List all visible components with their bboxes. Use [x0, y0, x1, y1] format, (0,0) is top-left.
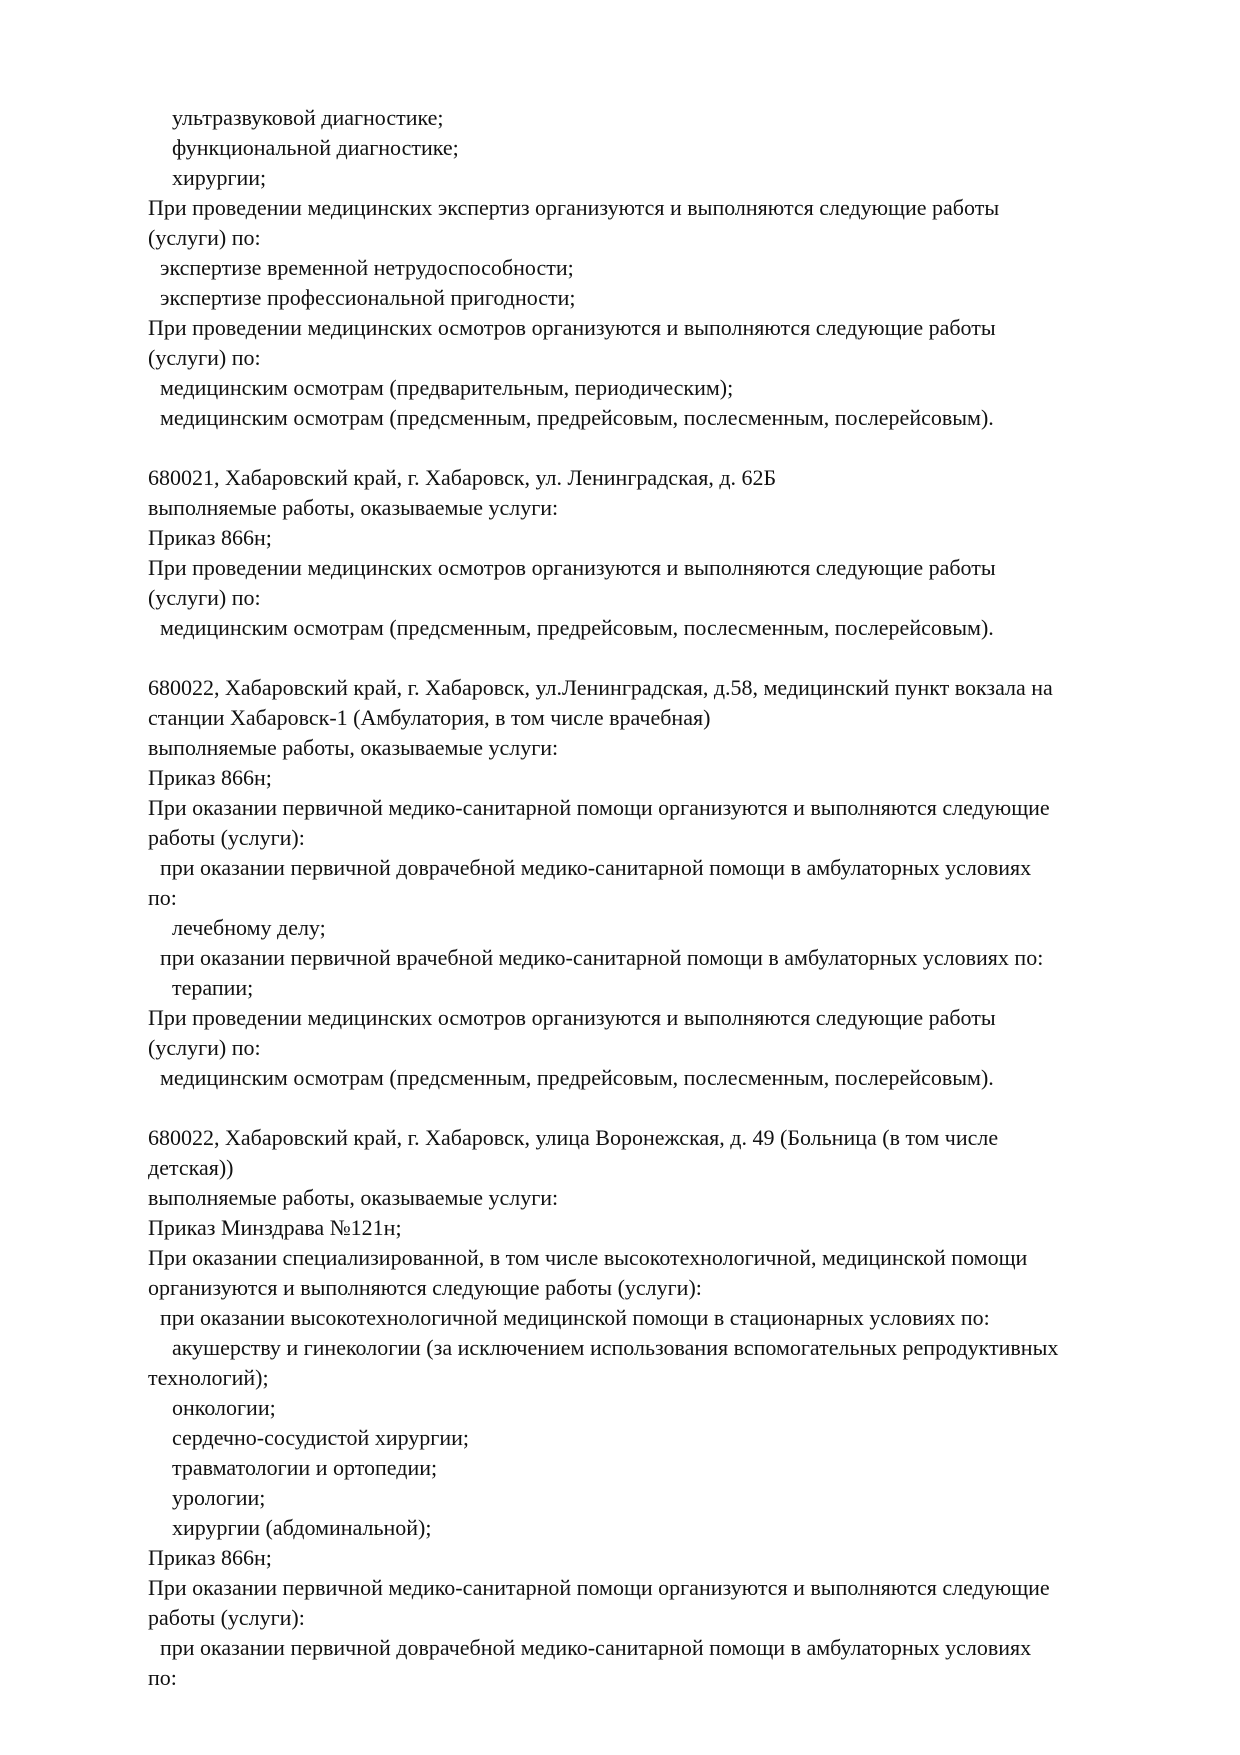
text-line: работы (услуги):	[148, 825, 305, 850]
text-line: выполняемые работы, оказываемые услуги:	[148, 1185, 559, 1210]
document-body	[148, 103, 1198, 1693]
text-line: работы (услуги):	[148, 1605, 305, 1630]
text-line: станции Хабаровск-1 (Амбулатория, в том числе врачебная)	[148, 705, 711, 730]
text-line: технологий);	[148, 1365, 269, 1390]
text-line: акушерству и гинекологии (за исключением использования вспомогательных репродуктивных	[172, 1335, 1059, 1360]
text-line: При оказании первичной медико-санитарной помощи организуются и выполняются следующие	[148, 1575, 1050, 1600]
text-line: 680021, Хабаровский край, г. Хабаровск, ул. Ленинградская, д. 62Б	[148, 465, 777, 490]
text-line: медицинским осмотрам (предсменным, предрейсовым, послесменным, послерейсовым).	[160, 1065, 994, 1090]
text-line: урологии;	[172, 1485, 266, 1510]
text-line: Приказ 866н;	[148, 765, 272, 790]
text-line: лечебному делу;	[172, 915, 326, 940]
text-line: При проведении медицинских осмотров организуются и выполняются следующие работы	[148, 315, 996, 340]
text-line: (услуги) по:	[148, 1035, 261, 1060]
paragraph-gap	[148, 433, 1198, 463]
text-line: При проведении медицинских осмотров организуются и выполняются следующие работы	[148, 555, 996, 580]
paragraph-gap	[148, 643, 1198, 673]
text-line: онкологии;	[172, 1395, 276, 1420]
text-line: При оказании первичной медико-санитарной помощи организуются и выполняются следующие	[148, 795, 1050, 820]
text-line: При проведении медицинских осмотров организуются и выполняются следующие работы	[148, 1005, 996, 1030]
text-line: при оказании первичной врачебной медико-санитарной помощи в амбулаторных условиях по:	[160, 945, 1044, 970]
text-line: терапии;	[172, 975, 254, 1000]
paragraph-gap	[148, 1093, 1198, 1123]
text-line: При проведении медицинских экспертиз организуются и выполняются следующие работы	[148, 195, 1000, 220]
text-line: Приказ Минздрава №121н;	[148, 1215, 402, 1240]
text-line: 680022, Хабаровский край, г. Хабаровск, улица Воронежская, д. 49 (Больница (в том числе	[148, 1125, 999, 1150]
text-line: при оказании высокотехнологичной медицинской помощи в стационарных условиях по:	[160, 1305, 990, 1330]
text-line: при оказании первичной доврачебной медико-санитарной помощи в амбулаторных условиях	[160, 1635, 1032, 1660]
text-line: медицинским осмотрам (предсменным, предрейсовым, послесменным, послерейсовым).	[160, 615, 994, 640]
text-line: экспертизе профессиональной пригодности;	[160, 285, 576, 310]
text-line: хирургии (абдоминальной);	[172, 1515, 432, 1540]
text-line: по:	[148, 1665, 177, 1690]
text-line: Приказ 866н;	[148, 1545, 272, 1570]
text-line: организуются и выполняются следующие работы (услуги):	[148, 1275, 702, 1300]
text-line: (услуги) по:	[148, 225, 261, 250]
text-line: 680022, Хабаровский край, г. Хабаровск, ул.Ленинградская, д.58, медицинский пункт вокзала на	[148, 675, 1053, 700]
text-line: сердечно-сосудистой хирургии;	[172, 1425, 469, 1450]
text-line: (услуги) по:	[148, 345, 261, 370]
text-line: При оказании специализированной, в том числе высокотехнологичной, медицинской помощи	[148, 1245, 1028, 1270]
text-line: при оказании первичной доврачебной медико-санитарной помощи в амбулаторных условиях	[160, 855, 1032, 880]
text-line: функциональной диагностике;	[172, 135, 459, 160]
text-line: ультразвуковой диагностике;	[172, 105, 444, 130]
text-line: детская))	[148, 1155, 234, 1180]
text-line: выполняемые работы, оказываемые услуги:	[148, 735, 559, 760]
text-line: Приказ 866н;	[148, 525, 272, 550]
text-line: медицинским осмотрам (предварительным, периодическим);	[160, 375, 734, 400]
text-line: выполняемые работы, оказываемые услуги:	[148, 495, 559, 520]
text-line: (услуги) по:	[148, 585, 261, 610]
text-line: травматологии и ортопедии;	[172, 1455, 438, 1480]
text-line: медицинским осмотрам (предсменным, предрейсовым, послесменным, послерейсовым).	[160, 405, 994, 430]
text-line: хирургии;	[172, 165, 267, 190]
text-line: по:	[148, 885, 177, 910]
text-line: экспертизе временной нетрудоспособности;	[160, 255, 574, 280]
